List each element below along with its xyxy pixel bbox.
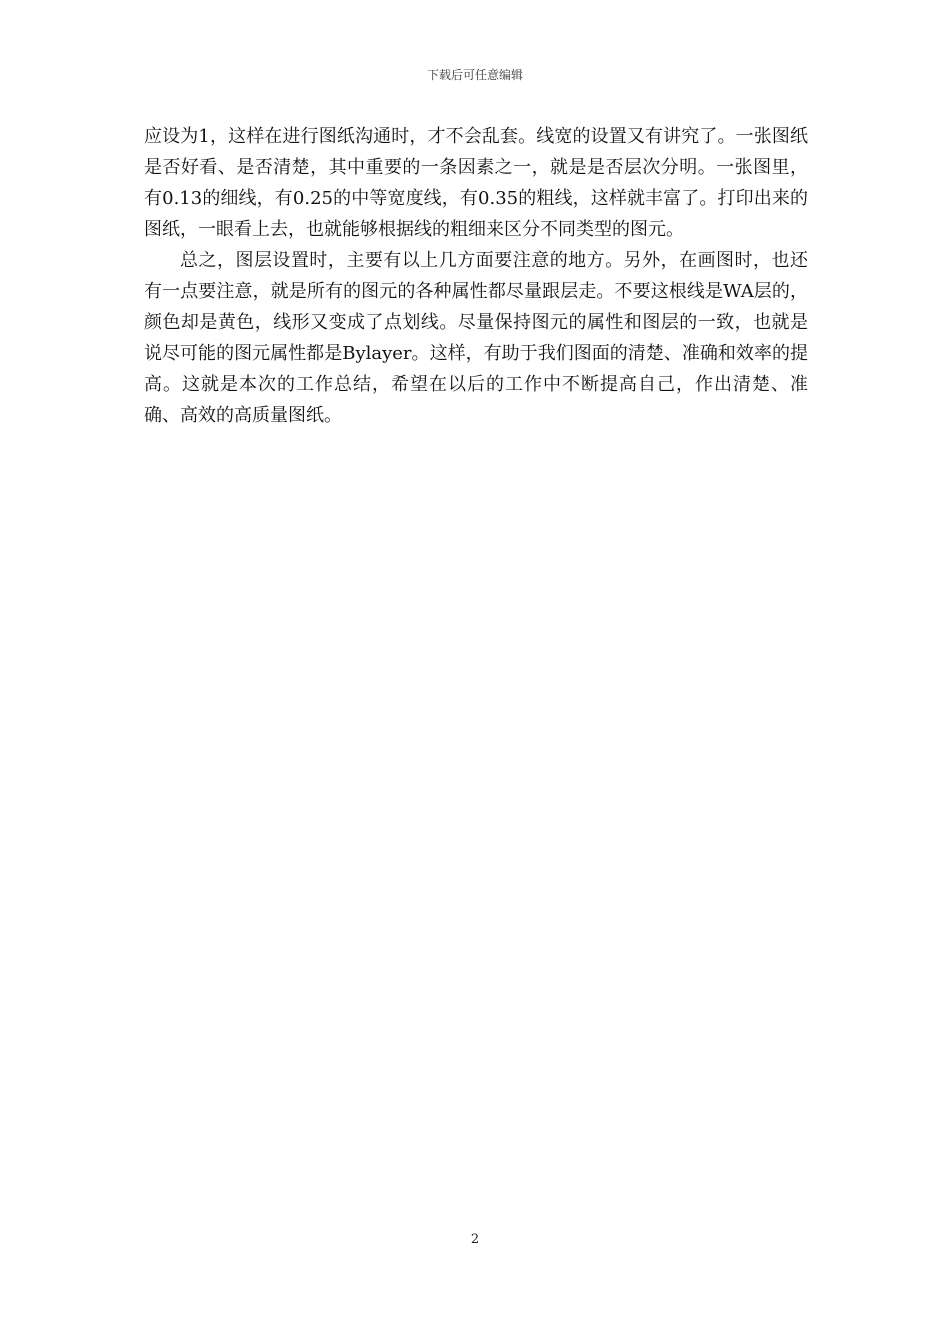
- page-header: 下载后可任意编辑: [426, 68, 523, 82]
- document-body: [144, 121, 808, 431]
- paragraph-1: 应设为1，这样在进行图纸沟通时，才不会乱套。线宽的设置又有讲究了。一张图纸是否好看、是否清楚，其中重要的一条因素之一，就是是否层次分明。一张图里，有0.13的细线，有0.25的中等宽度线，有0.35的粗线，这样就丰富了。打印出来的图纸，一眼看上去，也就能够根据线的粗细来区分不同类型的图元。: [144, 126, 808, 240]
- page-number: 2: [470, 1232, 480, 1247]
- paragraph-2: 总之，图层设置时，主要有以上几方面要注意的地方。另外，在画图时，也还有一点要注意，就是所有的图元的各种属性都尽量跟层走。不要这根线是WA层的，颜色却是黄色，线形又变成了点划线。尽量保持图元的属性和图层的一致，也就是说尽可能的图元属性都是Bylayer。这样，有助于我们图面的清楚、准确和效率的提高。这就是本次的工作总结，希望在以后的工作中不断提高自己，作出清楚、准确、高效的高质量图纸。: [144, 250, 808, 426]
